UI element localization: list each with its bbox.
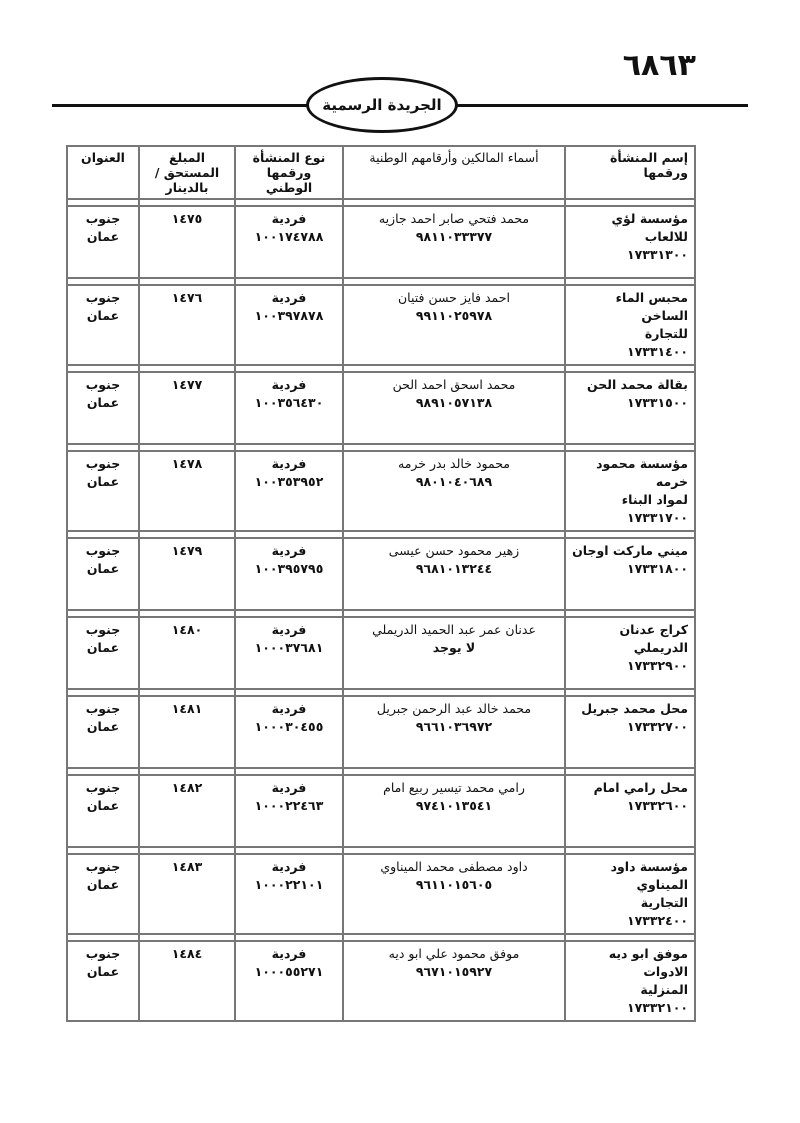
header-oval [306,77,458,133]
spacer-cell [565,934,695,941]
amount-due: ١٤٧٧ [171,377,203,392]
owner-national-id: ٩٨٠١٠٤٠٦٨٩ [415,474,493,489]
cell-amount [139,285,235,365]
cell-establishment [565,372,695,444]
spacer-cell [343,199,565,206]
establishment-number: ١٧٣٣٢٦٠٠ [626,798,688,813]
spacer-cell [67,768,139,775]
cell-type [235,941,343,1021]
cell-address [67,451,139,531]
spacer-cell [67,531,139,538]
establishment-type: فردية [271,946,307,961]
amount-due: ١٤٧٩ [171,543,203,558]
address-line: عمان [86,395,120,410]
row-spacer [67,444,695,451]
address-line: جنوب [85,622,121,637]
cell-amount [139,941,235,1021]
col-header-address: العنوان [67,146,139,199]
cell-establishment [565,538,695,610]
table-header-row [67,146,695,199]
cell-establishment [565,451,695,531]
spacer-cell [235,365,343,372]
establishment-name: محبس الماء الساخن [615,290,688,323]
col-header-amount: المبلغ المستحق /بالدينار [139,146,235,199]
cell-type [235,285,343,365]
spacer-cell [139,278,235,285]
spacer-cell [139,689,235,696]
table-row [67,372,695,444]
establishment-name: محل رامي امام [593,780,688,795]
row-spacer [67,278,695,285]
establishment-name: كراج عدنان الدريملي [619,622,688,655]
owner-national-id: ٩٩١١٠٢٥٩٧٨ [415,308,493,323]
establishment-name: للتجارة [644,326,688,341]
spacer-cell [67,689,139,696]
spacer-cell [235,531,343,538]
establishment-name: موفق ابو ديه الادوات [608,946,688,979]
cell-amount [139,775,235,847]
address-line: عمان [86,474,120,489]
spacer-cell [343,531,565,538]
spacer-cell [139,934,235,941]
spacer-cell [565,847,695,854]
establishment-name: لمواد البناء [621,492,688,507]
spacer-cell [235,689,343,696]
owner-name: محمد خالد عبد الرحمن جبريل [376,701,532,716]
owner-name: زهير محمود حسن عيسى [388,543,520,558]
spacer-cell [565,278,695,285]
spacer-cell [139,768,235,775]
row-spacer [67,934,695,941]
spacer-cell [235,934,343,941]
establishment-type: فردية [271,543,307,558]
amount-due: ١٤٧٦ [171,290,203,305]
cell-owner [343,775,565,847]
spacer-cell [343,689,565,696]
cell-owner [343,941,565,1021]
establishment-national-number: ١٠٠٠٥٥٢٧١ [254,964,324,979]
registry-table-wrap [66,145,686,1022]
registry-table [66,145,696,1022]
spacer-cell [235,768,343,775]
cell-address [67,696,139,768]
table-row [67,617,695,689]
spacer-cell [565,199,695,206]
establishment-name: مؤسسة محمود خرمه [596,456,688,489]
owner-name: محمود خالد بدر خرمه [398,456,510,471]
cell-type [235,696,343,768]
establishment-type: فردية [271,622,307,637]
table-row [67,451,695,531]
establishment-type: فردية [271,456,307,471]
address-line: جنوب [85,780,121,795]
owner-name: محمد فتحي صابر احمد جازيه [378,211,530,226]
header-title: الجريدة الرسمية [322,96,442,114]
spacer-cell [139,847,235,854]
amount-due: ١٤٨٤ [171,946,203,961]
owner-national-id: ٩٦١١٠١٥٦٠٥ [415,877,493,892]
spacer-cell [235,444,343,451]
spacer-cell [67,934,139,941]
establishment-national-number: ١٠٠٣٩٧٨٧٨ [254,308,324,323]
address-line: عمان [86,719,120,734]
cell-owner [343,451,565,531]
establishment-type: فردية [271,377,307,392]
establishment-number: ١٧٣٣١٨٠٠ [626,561,688,576]
cell-establishment [565,285,695,365]
cell-amount [139,451,235,531]
spacer-cell [67,847,139,854]
cell-establishment [565,617,695,689]
establishment-national-number: ١٠٠٠٣٧٦٨١ [254,640,324,655]
spacer-cell [343,610,565,617]
cell-establishment [565,696,695,768]
owner-name: داود مصطفى محمد الميناوي [380,859,528,874]
owner-name: رامي محمد تيسير ربيع امام [383,780,525,795]
spacer-cell [565,768,695,775]
spacer-cell [67,278,139,285]
cell-address [67,206,139,278]
page-number: ٦٨٦٣ [622,48,696,83]
row-spacer [67,365,695,372]
owner-name: موفق محمود علي ابو ديه [388,946,520,961]
cell-type [235,372,343,444]
col-header-name: إسم المنشأة ورقمها [565,146,695,199]
col-header-owners: أسماء المالكين وأرقامهم الوطنية [343,146,565,199]
spacer-cell [67,610,139,617]
table-row [67,775,695,847]
cell-establishment [565,941,695,1021]
amount-due: ١٤٨٢ [171,780,203,795]
spacer-cell [343,365,565,372]
table-row [67,285,695,365]
owner-national-id: ٩٦٨١٠١٣٢٤٤ [415,561,493,576]
address-line: عمان [86,561,120,576]
cell-owner [343,206,565,278]
establishment-type: فردية [271,780,307,795]
table-body [67,199,695,1021]
owner-name: محمد اسحق احمد الحن [392,377,516,392]
spacer-cell [235,610,343,617]
address-line: عمان [86,229,120,244]
establishment-national-number: ١٠٠١٧٤٧٨٨ [254,229,324,244]
establishment-name: بقالة محمد الحن [587,377,688,392]
row-spacer [67,768,695,775]
address-line: جنوب [85,290,121,305]
owner-name: عدنان عمر عبد الحميد الدريملي [372,622,536,637]
address-line: جنوب [85,543,121,558]
establishment-national-number: ١٠٠٣٥٣٩٥٢ [254,474,324,489]
cell-type [235,206,343,278]
address-line: عمان [86,798,120,813]
cell-owner [343,372,565,444]
establishment-national-number: ١٠٠٣٩٥٧٩٥ [254,561,324,576]
spacer-cell [565,610,695,617]
address-line: عمان [86,877,120,892]
owner-national-id: ٩٨١١٠٣٣٣٧٧ [415,229,493,244]
cell-amount [139,854,235,934]
spacer-cell [565,444,695,451]
owner-name: احمد فايز حسن فتيان [398,290,510,305]
spacer-cell [67,365,139,372]
owner-national-id: ٩٦٧١٠١٥٩٢٧ [415,964,493,979]
cell-amount [139,617,235,689]
spacer-cell [343,444,565,451]
spacer-cell [565,689,695,696]
establishment-number: ١٧٣٣٢٩٠٠ [626,658,688,673]
spacer-cell [235,847,343,854]
establishment-number: ١٧٣٣٢٤٠٠ [626,913,688,928]
cell-address [67,854,139,934]
amount-due: ١٤٨٣ [171,859,203,874]
spacer-cell [343,768,565,775]
establishment-name: التجارية [640,895,688,910]
spacer-cell [343,278,565,285]
amount-due: ١٤٨٠ [171,622,203,637]
cell-owner [343,617,565,689]
establishment-number: ١٧٣٣٢٧٠٠ [626,719,688,734]
cell-establishment [565,854,695,934]
cell-address [67,538,139,610]
spacer-cell [235,199,343,206]
establishment-name: المنزلية [640,982,688,997]
amount-due: ١٤٧٨ [171,456,203,471]
address-line: جنوب [85,946,121,961]
owner-national-id: ٩٦٦١٠٣٦٩٧٢ [415,719,493,734]
establishment-number: ١٧٣٣١٥٠٠ [626,395,688,410]
establishment-national-number: ١٠٠٣٥٦٤٣٠ [254,395,324,410]
spacer-cell [139,610,235,617]
establishment-type: فردية [271,211,307,226]
establishment-name: مؤسسة داود الميناوي [610,859,688,892]
cell-address [67,285,139,365]
establishment-type: فردية [271,859,307,874]
address-line: جنوب [85,701,121,716]
address-line: عمان [86,640,120,655]
establishment-type: فردية [271,701,307,716]
cell-type [235,854,343,934]
establishment-name: مؤسسة لؤي للالعاب [611,211,688,244]
row-spacer [67,689,695,696]
establishment-name: ميني ماركت اوجان [572,543,688,558]
cell-type [235,617,343,689]
spacer-cell [139,531,235,538]
owner-national-id: ٩٨٩١٠٥٧١٣٨ [415,395,493,410]
spacer-cell [235,278,343,285]
establishment-number: ١٧٣٣١٧٠٠ [626,510,688,525]
col-header-type: نوع المنشأة ورقمها الوطني [235,146,343,199]
address-line: جنوب [85,211,121,226]
cell-address [67,617,139,689]
establishment-national-number: ١٠٠٠٣٠٤٥٥ [254,719,324,734]
address-line: عمان [86,964,120,979]
spacer-cell [565,531,695,538]
establishment-national-number: ١٠٠٠٢٢٤٦٣ [254,798,324,813]
row-spacer [67,610,695,617]
address-line: عمان [86,308,120,323]
establishment-number: ١٧٣٣٢١٠٠ [626,1000,688,1015]
cell-establishment [565,775,695,847]
cell-type [235,538,343,610]
spacer-cell [565,365,695,372]
spacer-cell [343,847,565,854]
cell-owner [343,538,565,610]
amount-due: ١٤٨١ [171,701,203,716]
cell-owner [343,285,565,365]
establishment-national-number: ١٠٠٠٢٢١٠١ [254,877,324,892]
spacer-cell [67,444,139,451]
cell-establishment [565,206,695,278]
cell-address [67,372,139,444]
establishment-type: فردية [271,290,307,305]
cell-amount [139,696,235,768]
establishment-number: ١٧٣٣١٣٠٠ [626,247,688,262]
establishment-number: ١٧٣٣١٤٠٠ [626,344,688,359]
spacer-cell [139,199,235,206]
address-line: جنوب [85,377,121,392]
table-row [67,854,695,934]
cell-owner [343,696,565,768]
spacer-cell [139,444,235,451]
amount-due: ١٤٧٥ [171,211,203,226]
cell-amount [139,372,235,444]
address-line: جنوب [85,456,121,471]
table-row [67,941,695,1021]
cell-address [67,941,139,1021]
spacer-cell [67,199,139,206]
owner-national-id: لا يوجد [432,640,476,655]
cell-type [235,775,343,847]
spacer-cell [139,365,235,372]
table-row [67,538,695,610]
cell-type [235,451,343,531]
table-row [67,696,695,768]
cell-amount [139,206,235,278]
establishment-name: محل محمد جبريل [581,701,688,716]
cell-amount [139,538,235,610]
address-line: جنوب [85,859,121,874]
owner-national-id: ٩٧٤١٠١٣٥٤١ [415,798,493,813]
cell-address [67,775,139,847]
spacer-cell [343,934,565,941]
row-spacer [67,847,695,854]
row-spacer [67,531,695,538]
table-row [67,206,695,278]
cell-owner [343,854,565,934]
row-spacer [67,199,695,206]
